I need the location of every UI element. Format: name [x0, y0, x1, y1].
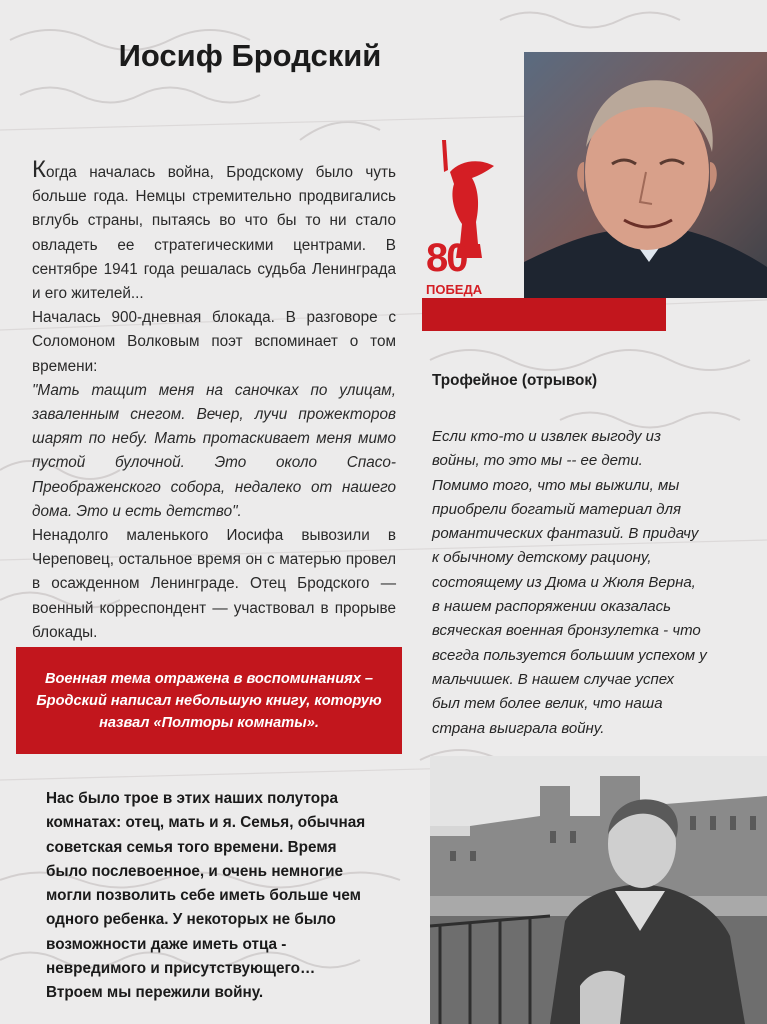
poem-line: Помимо того, что мы выжили, мы: [432, 476, 680, 494]
emblem-number: 80: [426, 236, 467, 280]
poem-line: всяческая военная бронзулетка - что: [432, 622, 701, 640]
poem-line: войны, то это мы -- ее дети.: [432, 452, 643, 470]
memoir-line: одного ребенка. У некоторых не было: [46, 911, 336, 929]
poem-line: состоящему из Дюма и Жюля Верна,: [432, 573, 696, 591]
callout-text: Военная тема отражена в воспоминаниях – Бродский написал небольшую книгу, которую назвал «Полторы комнаты».: [36, 670, 382, 731]
brodsky-street-photo: [430, 756, 767, 1024]
callout-box: [16, 647, 402, 754]
poem-title: Трофейное (отрывок): [432, 372, 598, 389]
poem-line: был тем более велик, что наша: [432, 695, 663, 713]
poem-line: Если кто-то и извлек выгоду из: [432, 428, 661, 445]
poem-line: в нашем распоряжении оказалась: [432, 598, 672, 616]
poem-line: приобрели богатый материал для: [432, 500, 681, 518]
poem-line: мальчишек. В нашем случае успех: [432, 670, 674, 688]
poem-line: романтических фантазий. В придачу: [432, 525, 699, 543]
memoir-line: возможности даже иметь отца -: [46, 935, 287, 953]
portrait-illustration: [524, 52, 767, 298]
memoir-line: невредимого и присутствующего…: [46, 960, 316, 978]
bio-paragraph-3: Ненадолго маленького Иосифа вывозили в Череповец, остальное время он с матерью провел в осажденном Ленинграде. Отец Бродского — военный корреспондент — участвовал в прорыве блокады.: [32, 527, 396, 641]
page-title: Иосиф Бродский: [118, 38, 382, 73]
poem-line: страна выиграла войну.: [432, 719, 605, 737]
biography-text: [32, 156, 396, 645]
bio-paragraph-1: [32, 156, 396, 306]
poem-line: всегда пользуется большим успехом у: [432, 646, 707, 664]
memoir-line: комнатах: отец, мать и я. Семья, обычная: [46, 814, 366, 832]
victory-80-emblem: [420, 132, 512, 302]
drop-cap: К: [32, 156, 46, 183]
accent-bar: [422, 298, 666, 331]
street-photo-illustration: [430, 756, 767, 1024]
poem-line: к обычному детскому рациону,: [432, 549, 652, 567]
memoir-line: советская семья того времени. Время: [46, 838, 337, 856]
memoir-excerpt: [46, 787, 406, 1006]
bio-paragraph-1-text: огда началась война, Бродскому было чуть больше года. Немцы стремительно продвигались вглубь страны, пытаясь во что бы то ни стало овладеть ее стратегическими центрами. В сентябре 1941 года решалась судьба Ленинграда и его жителей...: [32, 164, 396, 303]
memoir-line: могли позволить себе иметь больше чем: [46, 887, 361, 905]
memoir-line: Нас было трое в этих наших полутора: [46, 790, 338, 807]
bio-paragraph-2: Началась 900-дневная блокада. В разговоре с Соломоном Волковым поэт вспоминает о том времени:: [32, 309, 396, 375]
emblem-label: ПОБЕДА: [426, 282, 483, 297]
memoir-line: было послевоенное, и очень немногие: [46, 862, 344, 880]
memoir-line: Втроем мы пережили войну.: [46, 984, 264, 1002]
bio-quote: "Мать тащит меня на саночках по улицам, заваленным снегом. Вечер, лучи прожекторов шарят по небу. Мать протаскивает меня мимо пустой булочной. Это около Спасо-Преображенского собора, недалеко от нашего дома. Это и есть детство".: [32, 381, 396, 520]
poem-excerpt: [432, 425, 746, 741]
brodsky-portrait-photo: [524, 52, 767, 298]
